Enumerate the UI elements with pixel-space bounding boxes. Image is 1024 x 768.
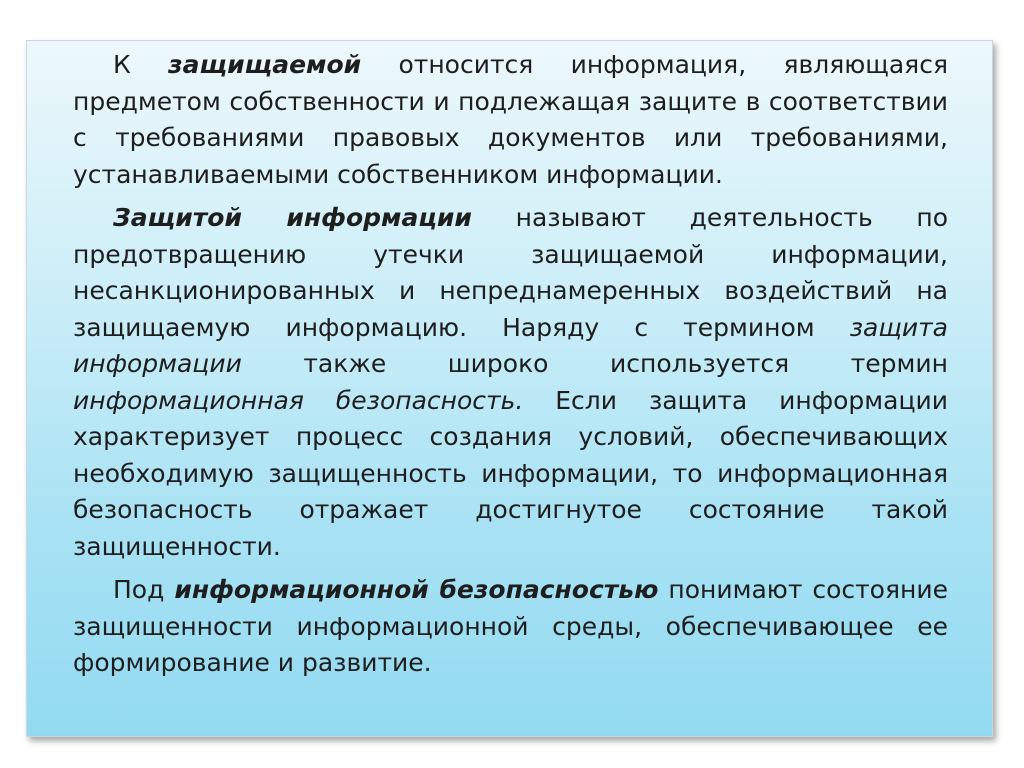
text-segment: Если защита информации характеризует процесс создания условий, обеспечивающих необходимую защищенность информации, то информационная безопасность отражает достигнутое состояние такой защищенности. — [73, 385, 948, 561]
paragraph-information-protection — [73, 200, 948, 565]
paragraph-information-security — [73, 572, 948, 682]
term-information-protection-italic: защита информации — [73, 312, 948, 378]
term-information-security: информационной безопасностью — [174, 575, 659, 604]
term-information-protection: Защитой информации — [113, 203, 472, 232]
text-segment: относится информация, являющаяся предметом собственности и подлежащая защите в соответствии с требованиями правовых документов или требованиями, устанавливаемыми собственником информации. — [73, 50, 948, 189]
text-segment: К — [113, 50, 169, 79]
text-segment: Под — [113, 575, 175, 604]
text-segment: понимают состояние защищенности информационной среды, обеспечивающее ее формирование и развитие. — [73, 575, 948, 677]
paragraph-protected-information — [73, 47, 948, 193]
text-segment: называют деятельность по предотвращению утечки защищаемой информации, несанкционированных и непреднамеренных воздействий на защищаемую информацию. Наряду с термином — [73, 203, 948, 342]
term-protected: защищаемой — [168, 50, 362, 79]
definition-text-box — [26, 40, 993, 737]
text-segment: также широко используется термин — [241, 349, 948, 378]
term-information-security-italic: информационная безопасность. — [73, 385, 524, 415]
